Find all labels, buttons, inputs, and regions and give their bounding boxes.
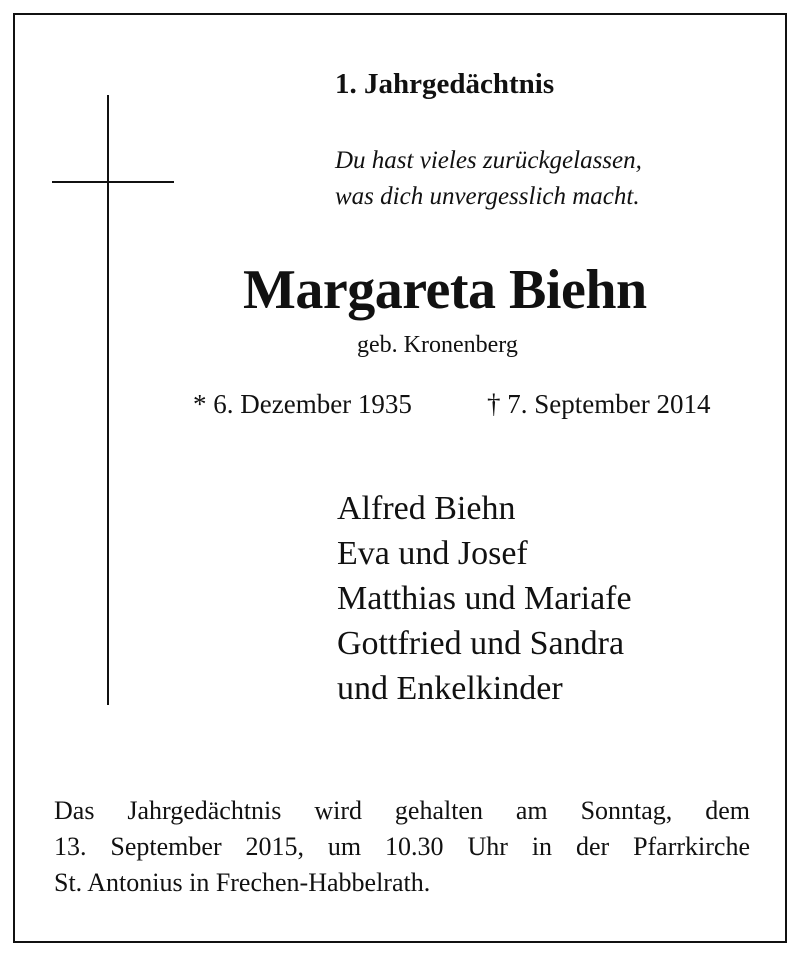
mourners-list bbox=[337, 486, 632, 711]
cross-icon-horizontal-beam bbox=[52, 181, 174, 183]
service-announcement bbox=[54, 793, 750, 901]
service-line: 13. September 2015, um 10.30 Uhr in der Pfarrkirche bbox=[54, 832, 750, 861]
service-line: Das Jahrgedächtnis wird gehalten am Sonntag, dem bbox=[54, 796, 750, 825]
memorial-quote bbox=[335, 143, 642, 215]
mourner-name: Eva und Josef bbox=[337, 535, 528, 572]
cross-icon-vertical-beam bbox=[107, 95, 109, 705]
anniversary-heading: 1. Jahrgedächtnis bbox=[335, 68, 555, 100]
mourner-name: Alfred Biehn bbox=[337, 490, 516, 527]
mourner-name: Gottfried und Sandra bbox=[337, 625, 625, 662]
mourner-name: Matthias und Mariafe bbox=[337, 580, 632, 617]
deceased-name: Margareta Biehn bbox=[243, 259, 647, 321]
service-line: St. Antonius in Frechen-Habbelrath. bbox=[54, 868, 431, 897]
death-date: † 7. September 2014 bbox=[487, 389, 711, 419]
quote-line: was dich unvergesslich macht. bbox=[335, 183, 640, 210]
birth-date: * 6. Dezember 1935 bbox=[193, 389, 412, 419]
birth-name: geb. Kronenberg bbox=[357, 332, 518, 358]
quote-line: Du hast vieles zurückgelassen, bbox=[335, 147, 642, 174]
mourner-name: und Enkelkinder bbox=[337, 670, 563, 707]
